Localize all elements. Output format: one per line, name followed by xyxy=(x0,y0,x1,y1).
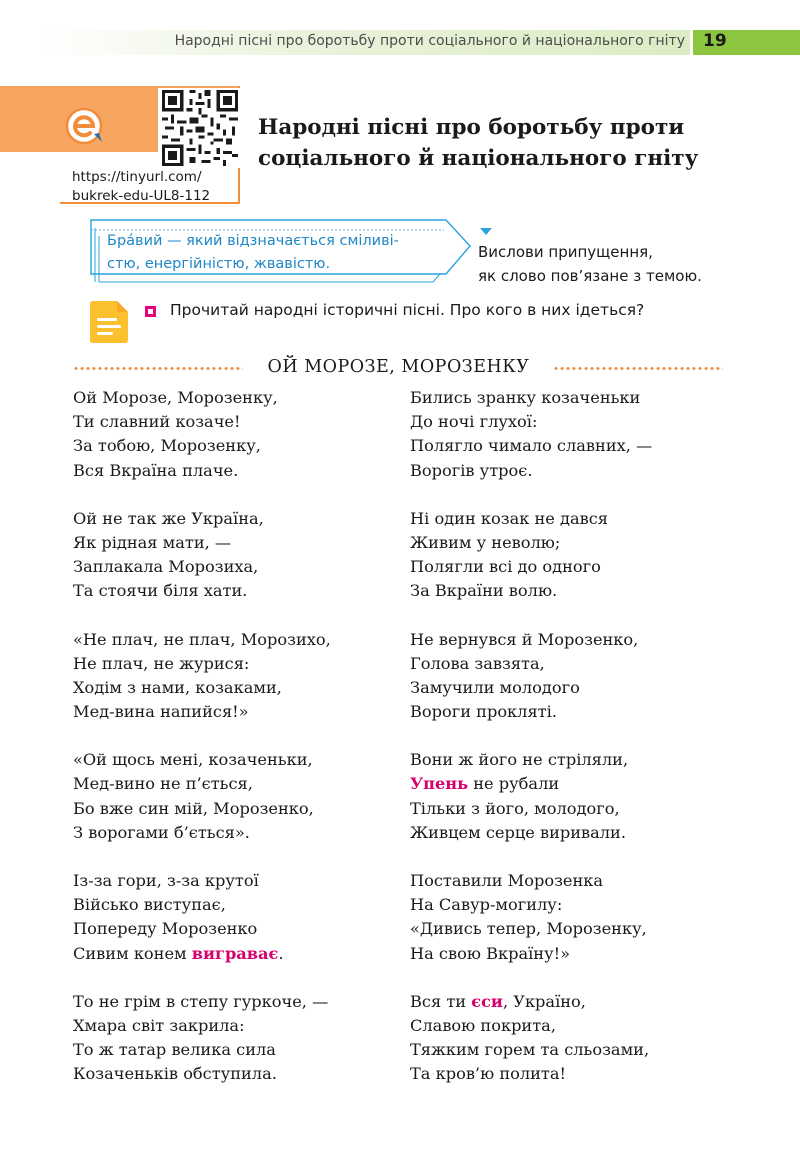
stanza xyxy=(73,507,393,604)
verse-line xyxy=(73,869,393,893)
page-number: 19 xyxy=(703,31,727,51)
verse-line xyxy=(73,797,393,821)
stanza xyxy=(410,386,730,483)
verse-text: Ворогів утроє. xyxy=(410,460,533,480)
stanza xyxy=(410,628,730,725)
glossary-word: Упень xyxy=(410,774,469,794)
verse-text: За Вкраїни волю. xyxy=(410,581,558,601)
verse-text: На Савур-могилу: xyxy=(410,895,563,915)
verse-text: З ворогами б’ється». xyxy=(73,822,250,842)
verse-line xyxy=(73,628,393,652)
verse-text: не рубали xyxy=(468,774,560,794)
verse-line xyxy=(410,628,730,652)
verse-line xyxy=(73,1038,393,1062)
resource-link-line1[interactable]: https://tinyurl.com/ xyxy=(72,169,202,185)
verse-text: Поставили Морозенка xyxy=(410,871,604,890)
vocabulary-task-line1: Вислови припущення, xyxy=(478,243,653,261)
verse-line xyxy=(410,821,730,845)
verse-text: Не плач, не журися: xyxy=(73,653,250,673)
poem-column-right xyxy=(410,386,730,1111)
verse-line xyxy=(73,434,393,458)
verse-line xyxy=(410,893,730,917)
verse-line xyxy=(410,676,730,700)
stanza xyxy=(73,386,393,483)
stanza xyxy=(410,748,730,845)
verse-line xyxy=(410,555,730,579)
verse-text: Та стоячи біля хати. xyxy=(73,581,248,601)
verse-text: Хмара світ закрила: xyxy=(73,1015,245,1035)
verse-line xyxy=(410,531,730,555)
reading-task: Прочитай народні історичні пісні. Про кого в них ідеться? xyxy=(170,301,645,319)
stanza xyxy=(73,628,393,725)
verse-line xyxy=(73,410,393,434)
vocabulary-definition-line2: стю, енергійністю, жвавістю. xyxy=(107,256,331,272)
resource-link[interactable] xyxy=(72,168,237,206)
verse-line xyxy=(410,579,730,603)
verse-text: Із-за гори, з-за крутої xyxy=(73,871,259,890)
verse-text: Як рідная мати, — xyxy=(73,532,232,552)
lesson-title-line1: Народні пісні про боротьбу проти xyxy=(258,115,685,140)
e-resource-icon[interactable] xyxy=(64,104,108,148)
verse-text: Козаченьків обступила. xyxy=(73,1064,277,1084)
document-icon xyxy=(88,300,130,344)
vocabulary-task xyxy=(478,240,778,288)
verse-text: Мед-вина напийся!» xyxy=(73,702,249,722)
verse-line xyxy=(410,748,730,772)
verse-text: Полягли всі до одного xyxy=(410,557,601,577)
verse-text: Вся ти xyxy=(410,991,472,1011)
verse-text: На свою Вкраїну!» xyxy=(410,943,571,963)
verse-line xyxy=(410,700,730,724)
verse-line xyxy=(410,772,730,796)
verse-text: Мед-вино не п’ється, xyxy=(73,774,253,794)
verse-line xyxy=(410,434,730,458)
verse-text: Та кров’ю полита! xyxy=(410,1064,567,1084)
verse-text: Живцем серце виривали. xyxy=(410,822,626,842)
verse-text: «Не плач, не плач, Морозихо, xyxy=(73,629,331,649)
triangle-down-icon xyxy=(480,228,492,235)
dotted-rule-left xyxy=(73,367,243,370)
verse-text: За тобою, Морозенку, xyxy=(73,436,261,456)
square-bullet-icon xyxy=(145,306,156,317)
verse-text: Заплакала Морозиха, xyxy=(73,557,259,577)
verse-line xyxy=(410,1038,730,1062)
glossary-word: єси xyxy=(471,991,503,1011)
verse-line xyxy=(410,507,730,531)
verse-line xyxy=(73,579,393,603)
poem-column-left xyxy=(73,386,393,1111)
glossary-word: виграває xyxy=(191,943,279,963)
verse-text: «Ой щось мені, козаченьки, xyxy=(73,750,313,770)
verse-text: , Україно, xyxy=(502,991,586,1011)
verse-line xyxy=(73,1062,393,1086)
verse-text: Ні один козак не дався xyxy=(410,508,609,528)
verse-line xyxy=(410,797,730,821)
lesson-title-line2: соціального й національного гніту xyxy=(258,146,699,171)
verse-text: Живим у неволю; xyxy=(410,532,561,552)
resource-link-line2[interactable]: bukrek-edu-UL8-112 xyxy=(72,188,211,204)
verse-line xyxy=(73,459,393,483)
verse-text: Вони ж його не стріляли, xyxy=(410,750,629,770)
verse-text: Не вернувся й Морозенко, xyxy=(410,629,639,649)
verse-line xyxy=(410,459,730,483)
verse-line xyxy=(73,748,393,772)
verse-line xyxy=(73,555,393,579)
verse-text: . xyxy=(278,943,284,963)
vocabulary-definition xyxy=(107,230,447,276)
verse-text: Замучили молодого xyxy=(410,677,580,697)
verse-line xyxy=(73,821,393,845)
stanza xyxy=(410,990,730,1087)
verse-text: Попереду Морозенко xyxy=(73,919,258,939)
verse-line xyxy=(73,652,393,676)
verse-line xyxy=(410,386,730,410)
vocabulary-task-line2: як слово пов’язане з темою. xyxy=(478,267,702,285)
verse-text: Тільки з його, молодого, xyxy=(410,798,620,818)
verse-line xyxy=(73,531,393,555)
verse-text: Ходім з нами, козаками, xyxy=(73,677,282,697)
stanza xyxy=(73,990,393,1087)
verse-text: Бились зранку козаченьки xyxy=(410,388,641,407)
qr-code[interactable] xyxy=(158,88,242,168)
verse-text: Військо виступає, xyxy=(73,895,226,915)
verse-text: То ж татар велика сила xyxy=(73,1040,276,1060)
verse-line xyxy=(410,1062,730,1086)
stanza xyxy=(73,748,393,845)
verse-text: «Дивись тепер, Морозенку, xyxy=(410,919,647,939)
verse-line xyxy=(73,917,393,941)
verse-line xyxy=(73,386,393,410)
verse-line xyxy=(410,410,730,434)
verse-line xyxy=(73,942,393,966)
verse-text: Вся Вкраїна плаче. xyxy=(73,460,239,480)
verse-text: Ой не так же Україна, xyxy=(73,508,264,528)
song-title: ОЙ МОРОЗЕ, МОРОЗЕНКУ xyxy=(267,357,530,377)
running-title: Народні пісні про боротьбу проти соціального й національного гніту xyxy=(174,33,685,49)
dotted-rule-right xyxy=(553,367,723,370)
verse-line xyxy=(73,700,393,724)
verse-line xyxy=(410,652,730,676)
verse-line xyxy=(410,1014,730,1038)
verse-line xyxy=(73,990,393,1014)
verse-text: Славою покрита, xyxy=(410,1015,556,1035)
verse-text: Полягло чимало славних, — xyxy=(410,436,653,456)
verse-text: До ночі глухої: xyxy=(410,412,538,432)
lesson-title xyxy=(258,112,738,174)
stanza xyxy=(73,869,393,966)
vocabulary-definition-line1: Бра́вий — який відзначається сміливі- xyxy=(107,233,399,249)
verse-text: Вороги прокляті. xyxy=(410,702,557,722)
verse-text: Ой Морозе, Морозенку, xyxy=(73,388,278,407)
verse-line xyxy=(410,942,730,966)
verse-text: Тяжким горем та сльозами, xyxy=(410,1040,650,1060)
verse-text: Ти славний козаче! xyxy=(73,412,241,432)
verse-line xyxy=(73,1014,393,1038)
verse-line xyxy=(73,772,393,796)
stanza xyxy=(410,507,730,604)
verse-line xyxy=(73,507,393,531)
stanza xyxy=(410,869,730,966)
verse-line xyxy=(410,917,730,941)
verse-text: Сивим конем xyxy=(73,943,192,963)
verse-text: То не грім в степу гуркоче, — xyxy=(73,991,329,1011)
verse-text: Бо вже син мій, Морозенко, xyxy=(73,798,314,818)
verse-line xyxy=(410,990,730,1014)
verse-text: Голова завзята, xyxy=(410,653,545,673)
verse-line xyxy=(410,869,730,893)
verse-line xyxy=(73,893,393,917)
verse-line xyxy=(73,676,393,700)
